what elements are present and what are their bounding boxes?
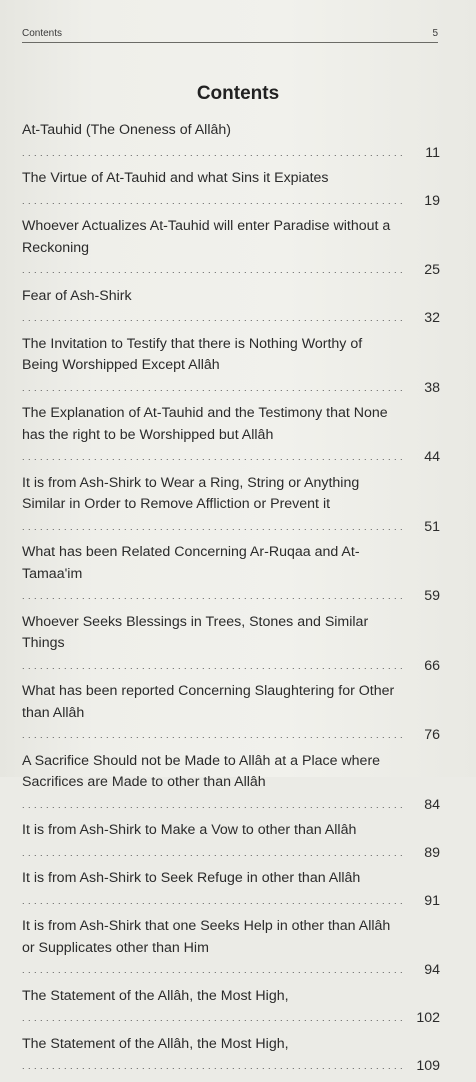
- toc-entry-title: It is from Ash-Shirk to Wear a Ring, String or Anything Similar in Order to Remove Affliction or Prevent it: [22, 474, 360, 512]
- toc-entry[interactable]: [22, 542, 440, 608]
- toc-entry[interactable]: [22, 986, 440, 1030]
- header-page-number: 5: [432, 28, 438, 39]
- table-of-contents: [22, 120, 440, 1082]
- toc-entry[interactable]: [22, 916, 440, 982]
- toc-entry-title: The Statement of the Allâh, the Most High,: [22, 1035, 289, 1052]
- toc-entry-page: 59: [424, 588, 440, 604]
- header-section-title: Contents: [22, 28, 63, 39]
- toc-entry-title: What has been reported Concerning Slaughtering for Other than Allâh: [22, 683, 395, 721]
- toc-entry-title: The Invitation to Testify that there is Nothing Worthy of Being Worshipped Except Allâh: [22, 335, 363, 373]
- toc-entry[interactable]: [22, 1034, 440, 1078]
- toc-entry-title: At-Tauhid (The Oneness of Allâh): [22, 122, 231, 138]
- toc-entry[interactable]: [22, 868, 440, 912]
- toc-entry[interactable]: [22, 120, 440, 164]
- toc-entry-page: 19: [424, 192, 440, 209]
- toc-entry-page: 76: [424, 727, 440, 743]
- toc-entry-title: The Statement of the Allâh, the Most High,: [22, 987, 289, 1004]
- toc-entry-title: Whoever Actualizes At-Tauhid will enter Paradise without a Reckoning: [22, 218, 391, 256]
- running-header: [22, 28, 438, 43]
- toc-entry-title: The Virtue of At-Tauhid and what Sins it Expiates: [22, 170, 329, 186]
- toc-entry-page: 84: [424, 796, 440, 813]
- toc-entry-title: What has been Related Concerning Ar-Ruqaa and At-Tamaa'im: [22, 544, 360, 582]
- toc-entry[interactable]: [22, 751, 440, 817]
- toc-entry-title: The Explanation of At-Tauhid and the Testimony that None has the right to be Worshipped but Allâh: [22, 405, 388, 443]
- toc-entry[interactable]: [22, 473, 440, 539]
- toc-entry-page: 11: [425, 144, 440, 161]
- toc-entry[interactable]: [22, 168, 440, 212]
- toc-entry[interactable]: [22, 820, 440, 864]
- toc-entry-page: 32: [424, 310, 440, 326]
- toc-entry[interactable]: [22, 681, 440, 747]
- toc-entry-title: Whoever Seeks Blessings in Trees, Stones and Similar Things: [22, 613, 369, 651]
- toc-entry-title: It is from Ash-Shirk that one Seeks Help in other than Allâh or Supplicates other than Him: [22, 918, 391, 956]
- toc-entry[interactable]: [22, 612, 440, 678]
- toc-entry-page: 102: [416, 1010, 440, 1026]
- toc-entry-page: 89: [424, 844, 440, 861]
- toc-entry-title: It is from Ash-Shirk to Seek Refuge in other than Allâh: [22, 870, 361, 886]
- toc-entry-page: 25: [424, 262, 440, 278]
- toc-entry-page: 38: [424, 379, 440, 396]
- toc-entry[interactable]: [22, 286, 440, 330]
- toc-entry-title: A Sacrifice Should not be Made to Allâh at a Place where Sacrifices are Made to other than Allâh: [22, 752, 381, 790]
- page-title: Contents: [196, 83, 280, 104]
- toc-entry-title: Fear of Ash-Shirk: [22, 287, 132, 304]
- toc-entry-page: 94: [424, 962, 440, 978]
- toc-entry[interactable]: [22, 334, 440, 400]
- toc-entry-page: 109: [416, 1058, 440, 1074]
- toc-entry[interactable]: [22, 216, 440, 282]
- toc-entry-title: It is from Ash-Shirk to Make a Vow to other than Allâh: [22, 822, 357, 838]
- toc-entry[interactable]: [22, 403, 440, 469]
- toc-entry-page: 91: [424, 892, 440, 909]
- toc-entry-page: 66: [424, 657, 440, 674]
- toc-entry-page: 51: [424, 518, 440, 535]
- toc-entry-page: 44: [424, 449, 440, 465]
